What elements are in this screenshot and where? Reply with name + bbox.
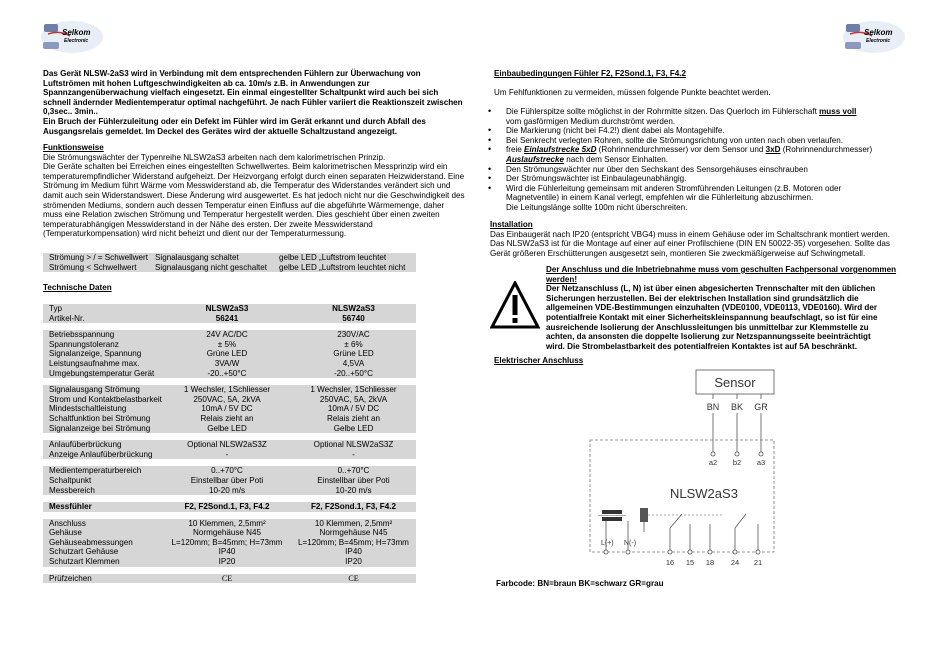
terminal-b2: b2: [732, 458, 742, 467]
funktionsweise-heading: Funktionsweise: [43, 143, 104, 152]
sensor-label: Sensor: [714, 375, 756, 390]
table-row: Strömung > / = Schwellwert Signalausgang schaltet gelbe LED „Luftstrom leuchtet: [43, 253, 416, 263]
table-row: Leistungsaufnahme max. 3VA/W 4,5VA: [43, 359, 416, 369]
installation-section: Installation Das Einbaugerät nach IP20 (entspricht VBG4) muss in einem Gehäuse oder im Schaltschrank montiert werden. Das NLSW2aS3 ist für die Montage auf einer auf einer Profilschiene (DIN EN 50022-35) vorgesehen. Sollte das Gerät größeren Erschütterungen ausgesetzt sein, montieren Sie zweckmäßigerweise auf Schwingmetall.: [490, 220, 910, 258]
tech-table: [43, 304, 416, 583]
terminal-24: 24: [730, 558, 740, 567]
elec-heading: Elektrischer Anschluss: [494, 356, 584, 365]
einbau-intro: Um Fehlfunktionen zu vermeiden, müssen folgende Punkte beachtet werden.: [494, 88, 771, 97]
table-row: Spannungstoleranz ± 5% ± 6%: [43, 340, 416, 350]
list-item: • Die Markierung (nicht bei F4.2!) dient dabei als Montagehilfe.: [488, 126, 908, 136]
terminal-a3: a3: [756, 458, 766, 467]
table-row: Anschluss 10 Klemmen, 2,5mm² 10 Klemmen, 2,5mm²: [43, 519, 416, 529]
table-row: Strom und Kontaktbelastbarkeit 250VAC, 5A, 2kVA 250VAC, 5A, 2kVA: [43, 395, 416, 405]
terminal-l: L(+): [601, 540, 614, 547]
warning-triangle-icon: [490, 281, 540, 329]
svg-text:Electronic: Electronic: [866, 38, 891, 44]
color-code: Farbcode: BN=braun BK=schwarz GR=grau: [496, 579, 664, 588]
table-row: Schutzart Klemmen IP20 IP20: [43, 557, 416, 567]
wire-label-gr: GR: [754, 402, 768, 412]
installation-heading: Installation: [490, 220, 533, 229]
tech-heading: Technische Daten: [43, 283, 112, 292]
company-logo-right: [842, 18, 906, 56]
table-row: Anlaufüberbrückung Optional NLSW2aS3Z Optional NLSW2aS3Z: [43, 440, 416, 450]
terminal-21: 21: [753, 558, 763, 567]
table-row: Gehäuseabmessungen L=120mm; B=45mm; H=73mm L=120mm; B=45mm; H=73mm: [43, 538, 416, 548]
table-row: Signalanzeige bei Strömung Gelbe LED Gelbe LED: [43, 424, 416, 434]
terminal-n: N(-): [624, 540, 637, 547]
svg-text:Selkom: Selkom: [62, 28, 91, 37]
list-item: • freie Einlaufstrecke 5xD (Rohrinnendurchmesser) vor dem Sensor und 3xD (Rohrinnendurchmesser) Auslaufstrecke nach dem Sensor Einhalten.: [488, 145, 908, 164]
list-item: • Den Strömungswächter nur über den Sechskant des Sensorgehäuses einschrauben: [488, 165, 908, 175]
table-row: Strömung < Schwellwert Signalausgang nicht geschaltet gelbe LED „Luftstrom leuchtet nicht: [43, 263, 416, 273]
warning-text: Der Anschluss und die Inbetriebnahme muss vom geschulten Fachpersonal vorgenommen werden! Der Netzanschluss (L, N) ist über einen abgesicherten Trennschalter mit den üblichen Sicherungen herzustellen. Bei der elektrischen Installation sind grundsätzlich die allgemeinen VDE-Bestimmungen einzuhalten (VDE0100, VDE0113, VDE0160). Wird der potentialfreie Kontakt mit einer Sicherheitskleinspannung beaufschlagt, so ist für eine ausreichende Isolierung der Anschlussleitungen bis unmittelbar zur Klemmstelle zu achten, da ansonsten die doppelte Isolierung zur Netzspannungsseite beeinträchtigt wird. Die Strombelastbarkeit des potentialfreien Kontaktes ist auf 5A beschränkt.: [546, 265, 897, 351]
table-row: Gehäuse Normgehäuse N45 Normgehäuse N45: [43, 528, 416, 538]
table-row: Anzeige Anlaufüberbrückung - -: [43, 450, 416, 460]
table-row: Typ NLSW2aS3 NLSW2aS3: [43, 304, 416, 314]
terminal-a2: a2: [708, 458, 718, 467]
wire-label-bn: BN: [706, 402, 720, 412]
table-row: Schaltpunkt Einstellbar über Poti Einstellbar über Poti: [43, 476, 416, 486]
company-logo-left: [40, 18, 104, 56]
table-row: Betriebsspannung 24V AC/DC 230V/AC: [43, 330, 416, 340]
svg-text:Selkom: Selkom: [864, 28, 893, 37]
terminal-15: 15: [685, 558, 695, 567]
table-row: Schutzart Gehäuse IP40 IP40: [43, 547, 416, 557]
table-row: Messbereich 10-20 m/s 10-20 m/s: [43, 486, 416, 496]
einbau-heading: Einbaubedingungen Fühler F2, F2Sond.1, F3, F4.2: [494, 69, 687, 78]
table-row: Signalausgang Strömung 1 Wechsler, 1Schliesser 1 Wechsler, 1Schliesser: [43, 385, 416, 395]
table-row: Schaltfunktion bei Strömung Relais zieht an Relais zieht an: [43, 414, 416, 424]
svg-text:Electronic: Electronic: [64, 38, 89, 44]
table-row: Mindestschaltleistung 10mA / 5V DC 10mA / 5V DC: [43, 404, 416, 414]
terminal-18: 18: [705, 558, 715, 567]
list-item: • Bei Senkrecht verlegten Rohren, sollte die Strömungsrichtung von unten nach oben verlaufen.: [488, 136, 908, 146]
wiring-diagram: [580, 366, 810, 576]
funktionsweise-section: Funktionsweise Die Strömungswächter der Typenreihe NLSW2aS3 arbeiten nach dem kalorimetrischen Prinzip. Die Geräte schalten bei Erreichen eines eingestellten Schwellwertes. Beim kalorimetrischen Messprinzip wird ein temperaturempfindlicher Widerstand aufgeheizt. Der Heizvorgang erfolgt durch einen separaten Heizwiderstand. Eine Strömung im Medium führt Wärme vom Messwiderstand ab, die Temperatur des Widerstandes verändert sich und damit auch sein Widerstandswert. Diese Änderung wird ausgewertet. Es hat jedoch nicht nur die Geschwindigkeit des strömenden Mediums, sondern auch dessen Temperatur einen Einfluss auf die abgeführte Wärmemenge, daher muss eine Relation zwischen Strömung und Temperatur hergestellt werden. Dies geschieht über einen zweiten temperaturabhängigen Messwiderstand in der Nähe des ersten. Der zweite Messwiderstand (Temperaturkompensation) wird nicht beheizt und dient nur der Temperaturmessung.: [43, 143, 468, 239]
terminal-16: 16: [665, 558, 675, 567]
table-row: Signalanzeige, Spannung Grüne LED Grüne LED: [43, 349, 416, 359]
list-item: • Die Fühlerspitze sollte möglichst in der Rohrmitte sitzen. Das Querloch im Fühlerschaft muss voll vom gasförmigen Medium durchströmt werden.: [488, 107, 908, 126]
state-table: [43, 253, 416, 272]
intro-text: Das Gerät NLSW-2aS3 wird in Verbindung mit dem entsprechenden Fühlern zur Überwachung von Luftströmen mit hohen Luftgeschwindigkeiten ab ca. 10m/s z.B. in Anwendungen zur Spannzangenüberwachung vielfach eingesetzt. Ein einmal eingestellter Schaltpunkt wird auch bei sich schnell ändernder Medientemperatur optimal nachgeführt. Je nach Fühler variiert die Reaktionszeit zwischen 0,3sec.. 3min.. Ein Bruch der Fühlerzuleitung oder ein Defekt im Fühler wird im Gerät erkannt und durch Abfall des Ausgangsrelais gemeldet. Im Deckel des Gerätes wird der aktuelle Schaltzustand angezeigt.: [43, 69, 463, 136]
table-row: Artikel-Nr. 56241 56740: [43, 314, 416, 324]
wire-label-bk: BK: [730, 402, 744, 412]
table-row: Prüfzeichen CE CE: [43, 574, 416, 584]
table-row: Umgebungstemperatur Gerät -20..+50°C -20..+50°C: [43, 369, 416, 379]
einbau-list: [488, 107, 908, 213]
device-label: NLSW2aS3: [670, 486, 738, 501]
table-row: Medientemperaturbereich 0..+70°C 0..+70°C: [43, 466, 416, 476]
list-item: • Der Strömungswächter ist Einbaulageunabhängig.: [488, 174, 908, 184]
table-row: Messfühler F2, F2Sond.1, F3, F4.2 F2, F2Sond.1, F3, F4.2: [43, 502, 416, 512]
list-item: • Wird die Fühlerleitung gemeinsam mit anderen Stromführenden Leitungen (z.B. Motoren oder Magnetventile) in einem Kanal verlegt, empfehlen wir die Fühlerleitung abzuschirmen. Die Leitungslänge sollte 100m nicht überschreiten.: [488, 184, 908, 213]
